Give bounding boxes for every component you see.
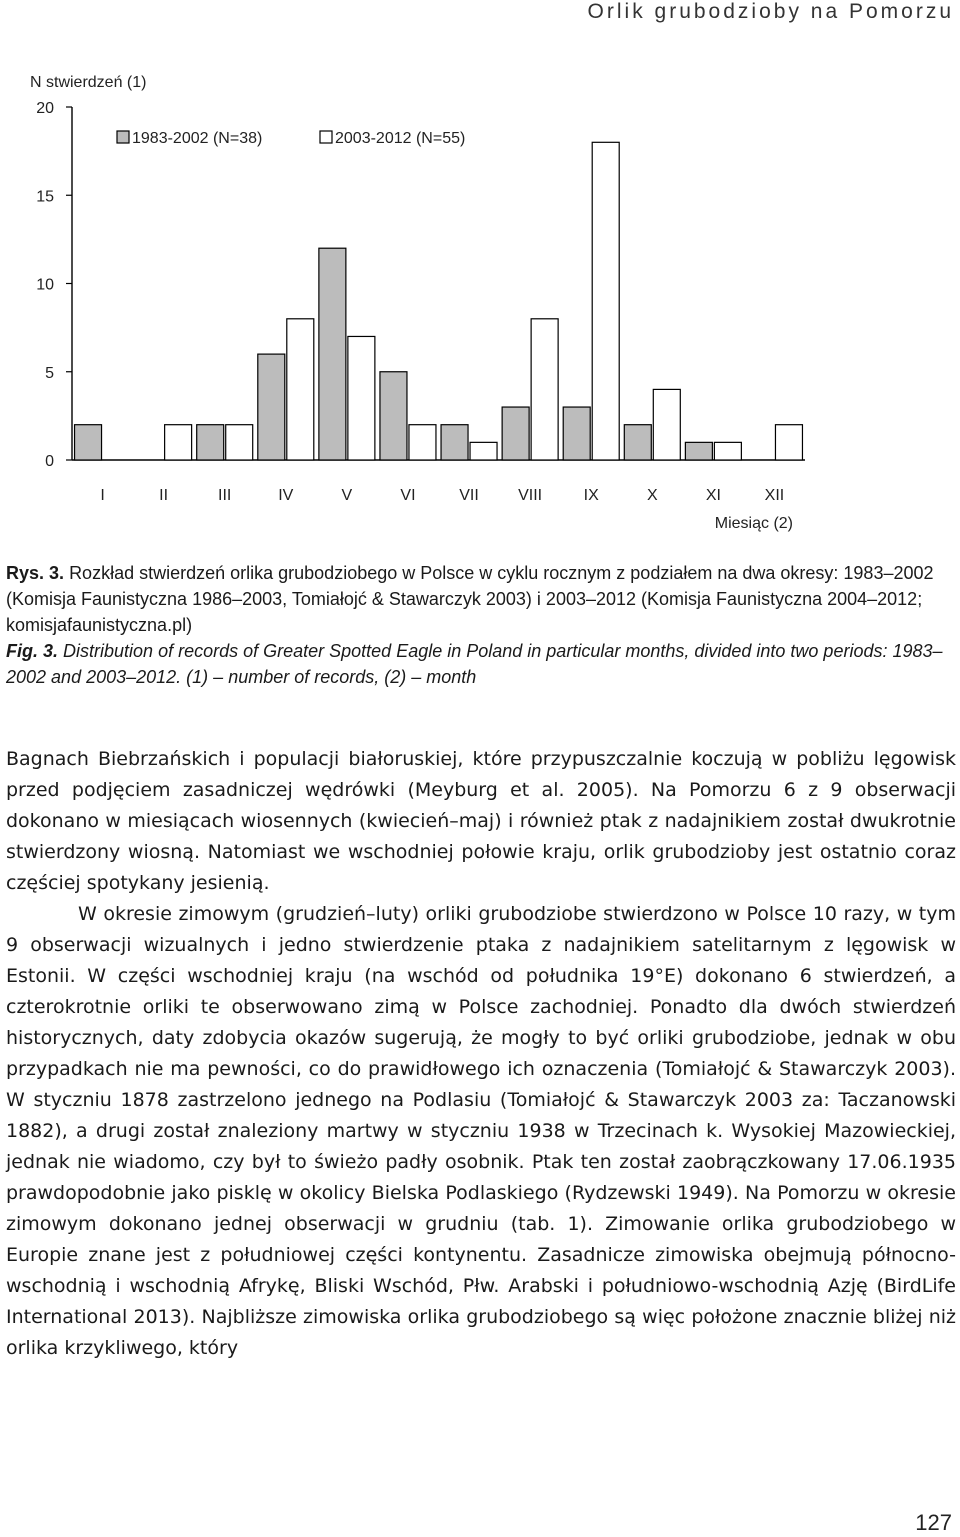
caption-pl-label: Rys. 3.	[6, 563, 65, 583]
bar-period-1983-2002-VII	[441, 425, 468, 460]
bar-period-2003-2012-IV	[287, 319, 314, 460]
y-axis-title: N stwierdzeń (1)	[30, 74, 147, 91]
y-tick-label: 15	[36, 188, 54, 206]
bar-period-2003-2012-III	[226, 425, 253, 460]
chart-axes	[66, 107, 805, 460]
x-tick-label: V	[341, 487, 353, 504]
bar-period-1983-2002-III	[197, 425, 224, 460]
bar-period-1983-2002-VI	[380, 372, 407, 460]
x-tick-label: IV	[278, 487, 294, 504]
bar-period-1983-2002-VIII	[502, 407, 529, 460]
caption-en-text: Distribution of records of Greater Spotted Eagle in Poland in particular months, divided into two periods: 1983–2002 and 2003–2012. (1) – number of records, (2) – month	[6, 641, 943, 687]
bar-period-2003-2012-XI	[714, 442, 741, 460]
x-tick-label: IX	[583, 487, 599, 504]
bar-period-2003-2012-VIII	[531, 319, 558, 460]
legend-swatch	[320, 131, 332, 143]
y-tick-label: 5	[45, 364, 54, 382]
chart-bars	[75, 142, 803, 460]
article-body	[6, 744, 956, 1364]
x-tick-label: III	[218, 487, 232, 504]
x-tick-label: VI	[400, 487, 416, 504]
bar-period-2003-2012-II	[165, 425, 192, 460]
legend-swatch	[117, 131, 129, 143]
bar-period-1983-2002-IX	[563, 407, 590, 460]
caption-polish	[6, 560, 956, 638]
x-tick-label: VII	[459, 487, 479, 504]
x-tick-label: XI	[705, 487, 721, 504]
page-number: 127	[915, 1510, 952, 1535]
bar-period-1983-2002-V	[319, 248, 346, 460]
records-by-month-chart	[0, 60, 960, 540]
y-tick-label: 0	[45, 453, 54, 470]
legend-label: 2003-2012 (N=55)	[335, 130, 466, 147]
bar-period-2003-2012-VI	[409, 425, 436, 460]
legend-label: 1983-2002 (N=38)	[132, 130, 263, 147]
body-paragraph-2: W okresie zimowym (grudzień–luty) orliki grubodziobe stwierdzono w Polsce 10 razy, w tym 9 obserwacji wizualnych i jedno stwierdzenie ptaka z nadajnikiem satelitarnym z lęgowisk w Estonii. W części wschodniej kraju (na wschód od południka 19°E) dokonano 6 stwierdzeń, a czterokrotnie orliki te obserwowano zimą w Polsce zachodniej. Ponadto dla dwóch stwierdzeń historycznych, daty zdobycia okazów sugerują, że mogły to być orliki grubodziobe, jednak w obu przypadkach nie ma pewności, co do prawidłowego ich oznaczenia (Tomiałojć & Stawarczyk 2003). W styczniu 1878 zastrzelono jednego na Podlasiu (Tomiałojć & Stawarczyk 2003 za: Taczanowski 1882), a drugi został znaleziony martwy w styczniu 1938 w Trzecinach k. Wysokiej Mazowieckiej, jednak nie wiadomo, czy był to świeżo padły osobnik. Ptak ten został zaobrączkowany 17.06.1935 prawdopodobnie jako pisklę w okolicy Bielska Podlaskiego (Rydzewski 1949). Na Pomorzu w okresie zimowym dokonano jednej obserwacji w grudniu (tab. 1). Zimowanie orlika grubodziobego w Europie znane jest z południowej części kontynentu. Zasadnicze zimowiska obejmują północno-wschodnią i wschodnią Afrykę, Bliski Wschód, Płw. Arabski i południowo-wschodnią Azję (BirdLife International 2013). Najbliższe zimowiska orlika grubodziobego są więc położone znacznie bliżej niż orlika krzykliwego, który	[6, 903, 956, 1359]
x-tick-label: II	[159, 487, 169, 504]
bar-period-1983-2002-IV	[258, 354, 285, 460]
body-paragraph-1: Bagnach Biebrzańskich i populacji białoruskiej, które przypuszczalnie koczują w pobliżu lęgowisk przed podjęciem zasadniczej wędrówki (Meyburg et al. 2005). Na Pomorzu 6 z 9 obserwacji dokonano w miesiącach wiosennych (kwiecień–maj) i również ptak z nadajnikiem został dwukrotnie stwierdzony wiosną. Natomiast we wschodniej połowie kraju, orlik grubodzioby jest ostatnio coraz częściej spotykany jesienią.	[6, 748, 956, 894]
y-tick-label: 10	[36, 276, 54, 294]
caption-en-label: Fig. 3.	[6, 641, 59, 661]
bar-period-1983-2002-XI	[685, 442, 712, 460]
x-tick-label: X	[646, 487, 658, 504]
bar-period-2003-2012-X	[653, 389, 680, 460]
y-tick-label: 20	[36, 100, 54, 117]
x-tick-label: VIII	[518, 487, 543, 504]
figure-caption	[6, 560, 956, 690]
bar-period-2003-2012-VII	[470, 442, 497, 460]
bar-period-1983-2002-X	[624, 425, 651, 460]
bar-period-1983-2002-I	[75, 425, 102, 460]
running-head: Orlik grubodzioby na Pomorzu	[587, 0, 954, 23]
caption-english	[6, 638, 956, 690]
x-tick-label: I	[100, 487, 105, 504]
caption-pl-text: Rozkład stwierdzeń orlika grubodziobego w Polsce w cyklu rocznym z podziałem na dwa okresy: 1983–2002 (Komisja Faunistyczna 1986–2003, Tomiałojć & Stawarczyk 2003) i 2003–2012 (Komisja Faunistyczna 2004–2012; komisjafaunistyczna.pl)	[6, 563, 934, 635]
bar-period-2003-2012-XII	[775, 425, 802, 460]
bar-period-2003-2012-V	[348, 336, 375, 460]
chart-legend	[117, 130, 465, 147]
bar-period-2003-2012-IX	[592, 142, 619, 460]
x-tick-label: XII	[764, 487, 785, 504]
x-axis-title: Miesiąc (2)	[714, 515, 793, 532]
